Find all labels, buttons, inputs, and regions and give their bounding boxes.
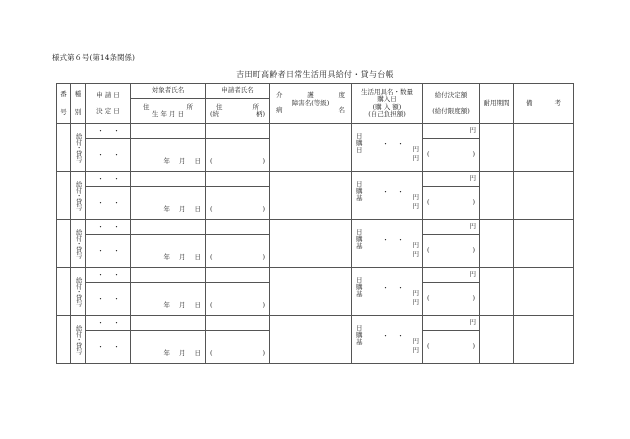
- apply-date-cell[interactable]: ・・: [86, 220, 131, 235]
- applicant-name-cell[interactable]: [206, 172, 270, 187]
- relation-cell[interactable]: ( ): [206, 331, 270, 364]
- record-row: [57, 172, 574, 187]
- header-row: [57, 84, 574, 99]
- record-row: [57, 268, 574, 283]
- record-kind-cell: [71, 124, 86, 172]
- remarks-cell[interactable]: [514, 316, 574, 364]
- remarks-cell[interactable]: [514, 172, 574, 220]
- durable-cell[interactable]: [480, 124, 514, 172]
- decision-cell[interactable]: 円: [423, 172, 480, 187]
- decision-cell[interactable]: 円: [423, 316, 480, 331]
- goods-cell[interactable]: 日 購 基 ・・ 円 円: [352, 268, 423, 316]
- care-cell[interactable]: [270, 268, 352, 316]
- record-row: [57, 316, 574, 331]
- care-cell[interactable]: [270, 172, 352, 220]
- kind-label: 給付・貸与: [74, 325, 82, 354]
- birth-date-cell[interactable]: 年 月 日: [131, 139, 206, 172]
- record-no-cell[interactable]: [57, 268, 71, 316]
- header-address-relation: 住 所 (続 柄): [206, 99, 270, 124]
- goods-row-label: 基: [356, 289, 363, 298]
- durable-cell[interactable]: [480, 172, 514, 220]
- durable-cell[interactable]: [480, 220, 514, 268]
- durable-cell[interactable]: [480, 316, 514, 364]
- record-no-cell[interactable]: [57, 124, 71, 172]
- record-row: [57, 220, 574, 235]
- remarks-cell[interactable]: [514, 124, 574, 172]
- care-cell[interactable]: [270, 124, 352, 172]
- decision-cell[interactable]: 円: [423, 220, 480, 235]
- header-care: 介 護 度 障害名(等級) 病 名: [270, 84, 352, 124]
- applicant-name-cell[interactable]: [206, 316, 270, 331]
- decision-cell[interactable]: 円: [423, 124, 480, 139]
- decision-cell[interactable]: 円: [423, 268, 480, 283]
- record-no-cell[interactable]: [57, 316, 71, 364]
- birth-date-cell[interactable]: 年 月 日: [131, 187, 206, 220]
- apply-date-cell[interactable]: ・・: [86, 124, 131, 139]
- form-reference: 様式第６号(第14条関係): [52, 53, 135, 62]
- goods-row-label: 基: [356, 193, 363, 202]
- limit-cell[interactable]: ( ): [423, 283, 480, 316]
- record-no-cell[interactable]: [57, 172, 71, 220]
- relation-cell[interactable]: ( ): [206, 139, 270, 172]
- kind-label: 給付・貸与: [74, 181, 82, 210]
- decision-date-cell[interactable]: ・・: [86, 235, 131, 268]
- decision-date-cell[interactable]: ・・: [86, 187, 131, 220]
- birth-date-cell[interactable]: 年 月 日: [131, 235, 206, 268]
- decision-date-cell[interactable]: ・・: [86, 139, 131, 172]
- birth-date-cell[interactable]: 年 月 日: [131, 283, 206, 316]
- header-goods: 生活用具名・数量 購入日 (購 入 額) (自己負担額): [352, 84, 423, 124]
- limit-cell[interactable]: ( ): [423, 187, 480, 220]
- goods-row-label: 日: [356, 145, 363, 154]
- goods-cell[interactable]: 日 購 基 ・・ 円 円: [352, 316, 423, 364]
- subject-name-cell[interactable]: [131, 172, 206, 187]
- header-subject-name: 対象者氏名: [131, 84, 206, 99]
- remarks-cell[interactable]: [514, 268, 574, 316]
- page-title: 吉田町高齢者日常生活用具給付・貸与台帳: [236, 70, 394, 79]
- record-kind-cell: [71, 172, 86, 220]
- header-applicant-name: 申請者氏名: [206, 84, 270, 99]
- record-kind-cell: [71, 268, 86, 316]
- record-kind-cell: [71, 316, 86, 364]
- applicant-name-cell[interactable]: [206, 124, 270, 139]
- relation-cell[interactable]: ( ): [206, 235, 270, 268]
- ledger-table: [56, 83, 574, 364]
- goods-cell[interactable]: 日 購 基 ・・ 円 円: [352, 172, 423, 220]
- birth-date-cell[interactable]: 年 月 日: [131, 331, 206, 364]
- apply-date-cell[interactable]: ・・: [86, 172, 131, 187]
- limit-cell[interactable]: ( ): [423, 331, 480, 364]
- relation-cell[interactable]: ( ): [206, 187, 270, 220]
- goods-row-label: 基: [356, 241, 363, 250]
- limit-cell[interactable]: ( ): [423, 139, 480, 172]
- header-durable: 耐用期間: [480, 84, 514, 124]
- durable-cell[interactable]: [480, 268, 514, 316]
- decision-date-cell[interactable]: ・・: [86, 283, 131, 316]
- header-no: 番 号: [57, 84, 71, 124]
- goods-row-label: 基: [356, 337, 363, 346]
- kind-label: 給付・貸与: [74, 133, 82, 162]
- header-dates: 申 請 日 決 定 日: [86, 84, 131, 124]
- care-cell[interactable]: [270, 316, 352, 364]
- applicant-name-cell[interactable]: [206, 220, 270, 235]
- remarks-cell[interactable]: [514, 220, 574, 268]
- goods-cell[interactable]: 日 購 基 ・・ 円 円: [352, 220, 423, 268]
- kind-label: 給付・貸与: [74, 229, 82, 258]
- record-no-cell[interactable]: [57, 220, 71, 268]
- goods-cell[interactable]: 日 購 日 ・・ 円 円: [352, 124, 423, 172]
- header-type: 種 別: [71, 84, 86, 124]
- care-cell[interactable]: [270, 220, 352, 268]
- header-address-birth: 住 所 生 年 月 日: [131, 99, 206, 124]
- header-decision: 給付決定額 (給付限度額): [423, 84, 480, 124]
- record-kind-cell: [71, 220, 86, 268]
- applicant-name-cell[interactable]: [206, 268, 270, 283]
- apply-date-cell[interactable]: ・・: [86, 316, 131, 331]
- kind-label: 給付・貸与: [74, 277, 82, 306]
- relation-cell[interactable]: ( ): [206, 283, 270, 316]
- record-row: [57, 124, 574, 139]
- apply-date-cell[interactable]: ・・: [86, 268, 131, 283]
- subject-name-cell[interactable]: [131, 268, 206, 283]
- subject-name-cell[interactable]: [131, 124, 206, 139]
- decision-date-cell[interactable]: ・・: [86, 331, 131, 364]
- limit-cell[interactable]: ( ): [423, 235, 480, 268]
- subject-name-cell[interactable]: [131, 316, 206, 331]
- header-remarks: 備 考: [514, 84, 574, 124]
- subject-name-cell[interactable]: [131, 220, 206, 235]
